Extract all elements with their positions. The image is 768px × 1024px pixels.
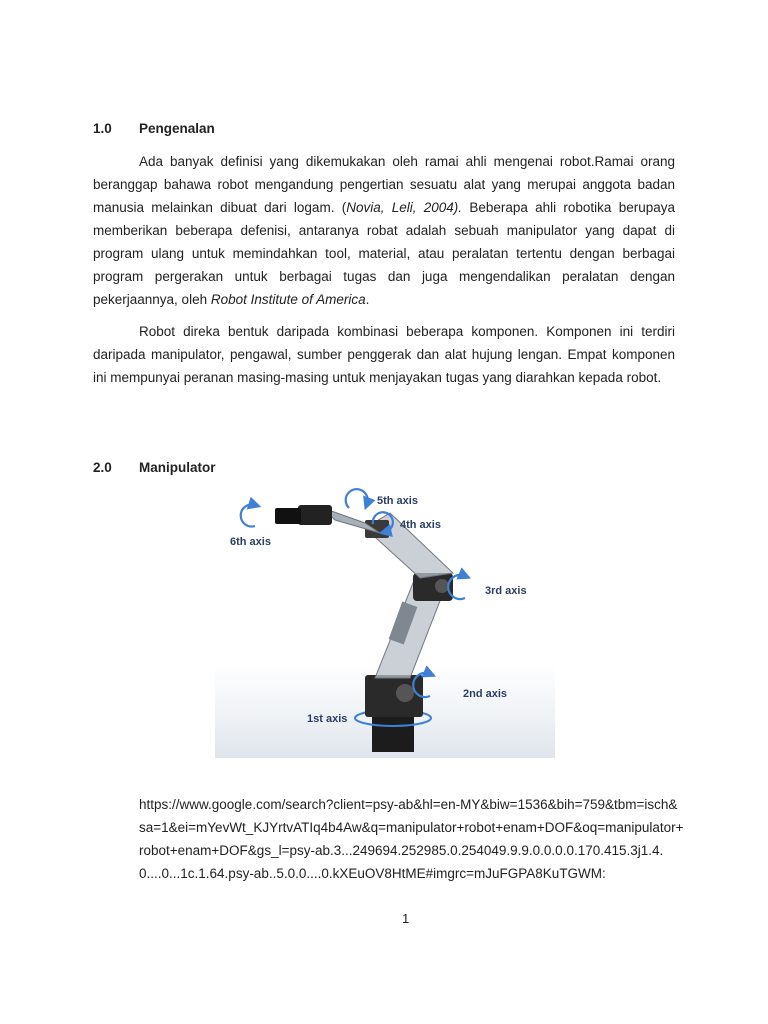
- section-heading-manipulator: [93, 460, 216, 475]
- image-source-url: https://www.google.com/search?client=psy-ab&hl=en-MY&biw=1536&bih=759&tbm=isch&sa=1&ei=mYevWt_KJYrtvATIq4b4Aw&q=manipulator+robot+enam+DOF&oq=manipulator+robot+enam+DOF&gs_l=psy-ab.3...249694.252985.0.254049.9.9.0.0.0.0.170.415.3j1.4.0....0...1c.1.64.psy-ab..5.0.0....0.kXEuOV8HtME#imgrc=mJuFGPA8KuTGWM:: [139, 797, 684, 881]
- wrist-joint: [298, 505, 332, 525]
- section-title: Manipulator: [139, 460, 216, 475]
- axis1-label: 1st axis: [307, 713, 348, 725]
- page-number: 1: [402, 911, 410, 926]
- paragraph-end: .: [365, 292, 370, 307]
- paragraph-text: Robot direka bentuk daripada kombinasi beberapa komponen. Komponen ini terdiri daripada manipulator, pengawal, sumber penggerak dan alat hujung lengan. Empat komponen ini mempunyai peranan masing-masing untuk menjayakan tugas yang diarahkan kepada robot.: [93, 324, 675, 385]
- axis6-label: 6th axis: [230, 536, 271, 548]
- section-heading-pengenalan: [93, 121, 215, 136]
- citation: Novia, Leli, 2004).: [346, 200, 463, 215]
- paragraph-definition: [93, 150, 675, 311]
- axis5-label: 5th axis: [377, 495, 418, 507]
- axis6-rotation-arrow: [241, 505, 255, 527]
- section-title: Pengenalan: [139, 121, 215, 136]
- robot-arm-figure: [215, 478, 555, 778]
- robot-arm-illustration: [215, 478, 555, 778]
- paragraph-components: [93, 320, 675, 389]
- section-number: 2.0: [93, 460, 112, 475]
- axis5-rotation-arrow: [346, 489, 368, 508]
- axis2-label: 2nd axis: [463, 688, 508, 700]
- axis3-label: 3rd axis: [485, 585, 527, 597]
- paragraph-text: Beberapa ahli robotika berupaya memberikan beberapa defenisi, antaranya robat adalah sebuah manipulator yang dapat di program ulang untuk memindahkan tool, material, atau peralatan tertentu dengan berbagai program pergerakan untuk berbagai tugas dan juga mengendalikan peralatan dengan pekerjaannya, oleh: [93, 200, 675, 307]
- end-effector: [275, 508, 301, 524]
- robot-base: [372, 716, 414, 752]
- section-number: 1.0: [93, 121, 112, 136]
- axis4-label: 4th axis: [400, 519, 441, 531]
- organization-name: Robot Institute of America: [210, 292, 366, 307]
- paragraph-text: Ada banyak definisi yang dikemukakan oleh ramai ahli mengenai robot.Ramai orang beranggap bahawa robot mengandung pengertian sesuatu alat yang merupai anggota badan manusia melainkan dibuat dari logam. (: [93, 154, 675, 215]
